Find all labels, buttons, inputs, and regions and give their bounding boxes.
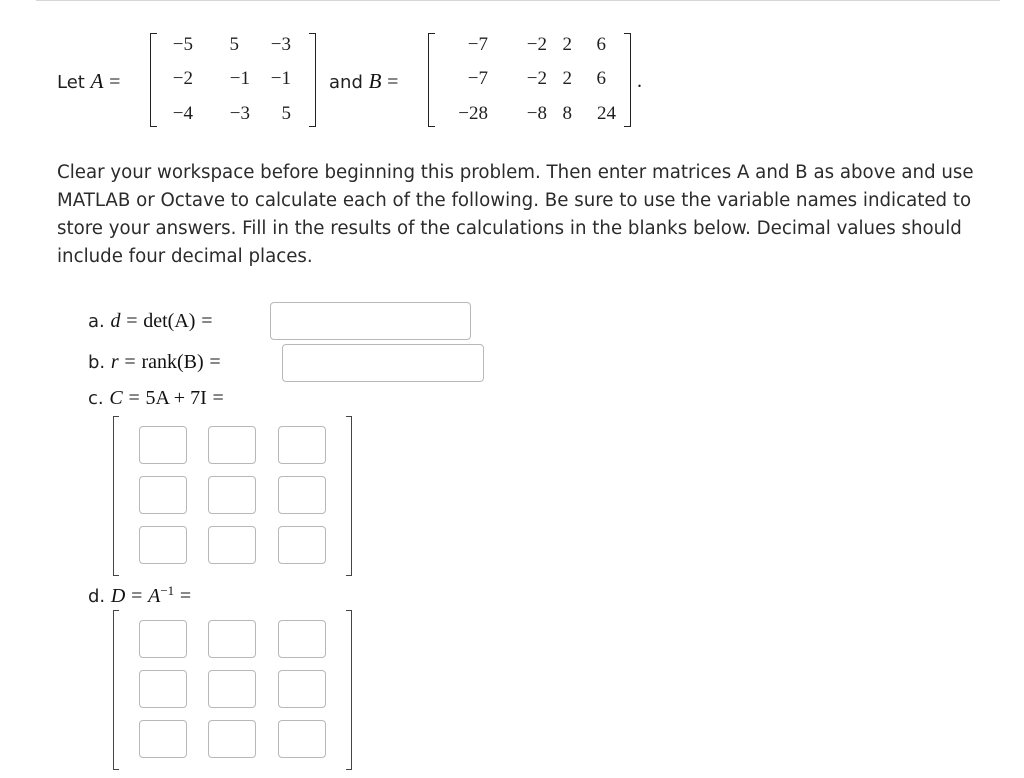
question-a-letter: a.: [88, 311, 105, 332]
question-c-label: c. C = 5A + 7I =: [88, 387, 224, 409]
top-divider: [36, 0, 1000, 1]
matrix-c-cell-input[interactable]: [139, 426, 187, 464]
matrix-a-cell: −1: [270, 68, 291, 89]
matrix-b-symbol: B: [368, 69, 382, 93]
matrix-b-right-bracket: [624, 33, 631, 127]
matrix-c-cell-input[interactable]: [208, 476, 256, 514]
equals-sign: =: [387, 71, 399, 93]
question-c-variable: C: [109, 387, 123, 409]
matrix-d-right-bracket: [346, 610, 352, 770]
matrix-b-cell: −8: [526, 103, 547, 124]
question-b-expression: rank(B): [141, 351, 204, 373]
matrix-a-right-bracket: [309, 33, 316, 127]
matrix-b-cell: −28: [458, 103, 488, 124]
question-d-label: d. $D = A^{-1}$ =: [88, 583, 192, 607]
matrix-d-left-bracket: [113, 610, 119, 770]
equals-sign: =: [109, 71, 121, 93]
question-b-variable: r: [110, 351, 119, 373]
matrix-b: [436, 34, 626, 124]
question-d-letter: d.: [88, 586, 106, 607]
matrix-a-cell: −5: [172, 34, 193, 55]
matrix-c-cell-input[interactable]: [208, 426, 256, 464]
matrix-d-cell-input[interactable]: [139, 720, 187, 758]
matrix-d-cell-input[interactable]: [208, 720, 256, 758]
instructions-text: Clear your workspace before beginning this problem. Then enter matrices A and B as above and use MATLAB or Octave to calculate each of the following. Be sure to use the variable names indicated to store your answers. Fill in the results of the calculations in the blanks below. Decimal values should include four decimal places.: [57, 162, 974, 267]
and-label: [329, 70, 398, 94]
matrix-a-cell: −1: [229, 68, 250, 89]
question-a-variable: d: [110, 310, 121, 332]
matrix-a-cell: −3: [229, 103, 250, 124]
matrix-c-cell-input[interactable]: [208, 526, 256, 564]
matrix-a-symbol: A: [90, 69, 104, 93]
matrix-b-cell: 2: [562, 34, 572, 55]
question-a-label: a. d = det(A) =: [88, 310, 213, 332]
question-b-label: b. r = rank(B) =: [88, 351, 221, 373]
matrix-b-cell: −2: [526, 34, 547, 55]
matrix-b-cell: 24: [597, 103, 616, 124]
matrix-b-cell: 6: [596, 34, 606, 55]
matrix-d-cell-input[interactable]: [278, 720, 326, 758]
matrix-b-cell: 2: [562, 68, 572, 89]
matrix-c-left-bracket: [113, 416, 119, 576]
matrix-b-cell: −2: [526, 68, 547, 89]
matrix-b-cell: −7: [467, 68, 488, 89]
matrix-c-cell-input[interactable]: [139, 476, 187, 514]
question-a-expression: det(A): [143, 310, 196, 332]
matrix-c-right-bracket: [346, 416, 352, 576]
question-d-variable: D: [110, 585, 126, 607]
matrix-c-cell-input[interactable]: [278, 476, 326, 514]
matrix-d-cell-input[interactable]: [139, 620, 187, 658]
let-text: Let: [57, 72, 85, 93]
matrix-b-cell: 8: [562, 103, 572, 124]
question-d-exponent: −1: [160, 583, 175, 598]
matrix-a-left-bracket: [150, 33, 157, 127]
question-c-expression: 5A + 7I: [145, 387, 207, 409]
matrix-a: [158, 34, 318, 124]
matrix-c-cell-input[interactable]: [278, 526, 326, 564]
matrix-b-left-bracket: [428, 33, 435, 127]
period: .: [637, 70, 642, 92]
question-c-letter: c.: [88, 388, 104, 409]
matrix-a-cell: −2: [172, 68, 193, 89]
matrix-c-cell-input[interactable]: [139, 526, 187, 564]
rank-input[interactable]: [282, 344, 484, 382]
matrix-c-cell-input[interactable]: [278, 426, 326, 464]
matrix-d-cell-input[interactable]: [208, 620, 256, 658]
and-text: and: [329, 72, 363, 93]
matrix-a-cell: −4: [172, 103, 193, 124]
matrix-d-cell-input[interactable]: [208, 670, 256, 708]
matrix-d-cell-input[interactable]: [278, 620, 326, 658]
matrix-b-cell: −7: [467, 34, 488, 55]
matrix-a-cell: 5: [281, 103, 291, 124]
matrix-d-cell-input[interactable]: [278, 670, 326, 708]
matrix-b-cell: 6: [596, 68, 606, 89]
determinant-input[interactable]: [270, 302, 471, 340]
question-d-base: A: [148, 585, 161, 607]
matrix-a-cell: 5: [229, 34, 239, 55]
let-label: [57, 70, 120, 94]
question-b-letter: b.: [88, 352, 106, 373]
matrix-a-cell: −3: [270, 34, 291, 55]
matrix-d-cell-input[interactable]: [139, 670, 187, 708]
